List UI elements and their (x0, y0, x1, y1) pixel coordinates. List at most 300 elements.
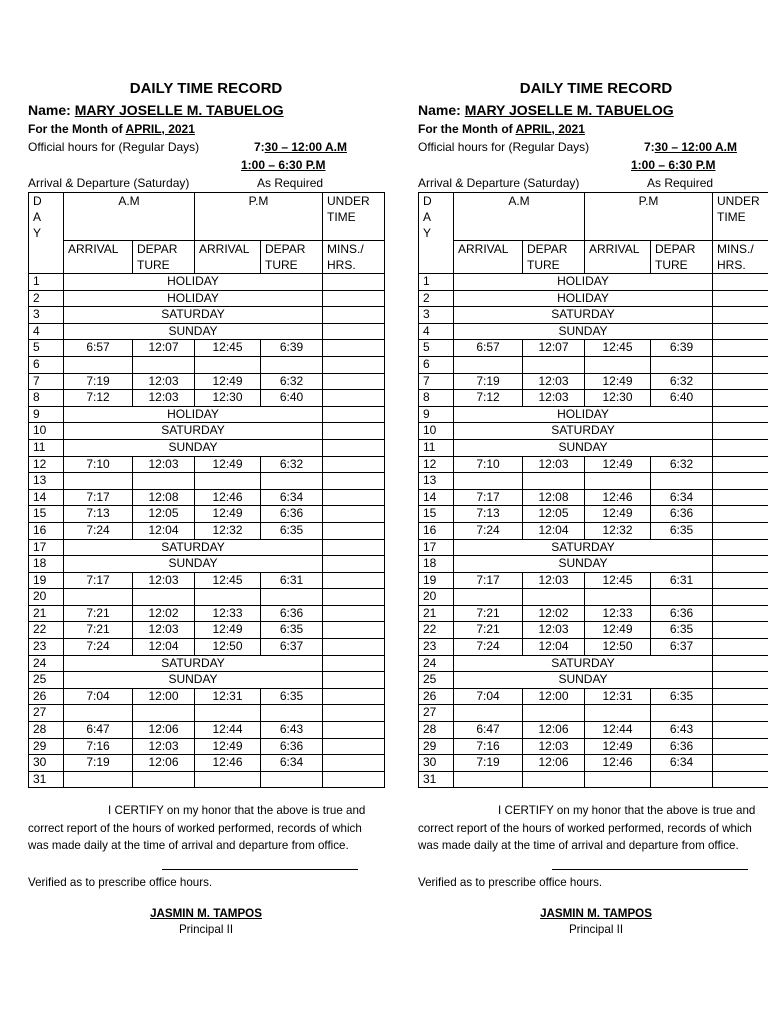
header-row-bottom (419, 240, 768, 273)
undertime-cell (713, 356, 768, 373)
undertime-cell (323, 423, 385, 440)
day-cell: 14 (419, 489, 454, 506)
am-arrival: 7:17 (64, 489, 133, 506)
day-cell: 3 (419, 307, 454, 324)
am-arrival: 7:24 (454, 639, 523, 656)
am-arrival: 7:04 (454, 688, 523, 705)
undertime-cell (713, 506, 768, 523)
am-departure: 12:03 (523, 373, 585, 390)
undertime-cell (323, 556, 385, 573)
am-arrival (64, 771, 133, 788)
undertime-cell (713, 439, 768, 456)
am-departure: 12:03 (133, 738, 195, 755)
undertime-cell (323, 539, 385, 556)
undertime-cell (323, 738, 385, 755)
header-day: D A Y (29, 193, 64, 274)
saturday-value: As Required (647, 176, 714, 190)
am-departure: 12:08 (133, 489, 195, 506)
pm-departure: 6:35 (261, 622, 323, 639)
header-mins-hrs: MINS./ HRS. (713, 240, 768, 273)
am-departure: 12:07 (523, 340, 585, 357)
record-row (419, 356, 768, 373)
day-note: SUNDAY (64, 556, 323, 573)
day-cell: 11 (29, 439, 64, 456)
pm-departure: 6:35 (261, 688, 323, 705)
month-value: APRIL, 2021 (515, 122, 585, 136)
header-am: A.M (64, 193, 195, 241)
day-cell: 31 (419, 771, 454, 788)
day-note: SUNDAY (454, 439, 713, 456)
am-departure: 12:03 (133, 622, 195, 639)
signatory-name: JASMIN M. TAMPOS (540, 906, 652, 920)
undertime-cell (713, 539, 768, 556)
day-cell: 24 (29, 655, 64, 672)
day-cell: 25 (419, 672, 454, 689)
pm-departure: 6:36 (261, 506, 323, 523)
undertime-cell (323, 572, 385, 589)
day-cell: 5 (29, 340, 64, 357)
record-row (29, 589, 385, 606)
am-departure (133, 705, 195, 722)
header-pm-arrival: ARRIVAL (585, 240, 651, 273)
undertime-cell (713, 423, 768, 440)
undertime-cell (323, 290, 385, 307)
day-cell: 12 (419, 456, 454, 473)
header-undertime: UNDER TIME (323, 193, 385, 241)
record-row (29, 406, 385, 423)
am-hours (644, 138, 737, 156)
pm-departure: 6:34 (261, 755, 323, 772)
day-note: HOLIDAY (454, 406, 713, 423)
record-row (29, 340, 385, 357)
header-row-bottom (29, 240, 385, 273)
am-departure (133, 771, 195, 788)
employee-name: MARY JOSELLE M. TABUELOG (74, 102, 284, 118)
day-note: SATURDAY (64, 423, 323, 440)
am-departure: 12:02 (133, 605, 195, 622)
day-cell: 24 (419, 655, 454, 672)
record-rows (419, 274, 768, 788)
record-row (29, 323, 385, 340)
pm-departure (651, 473, 713, 490)
record-row (29, 506, 385, 523)
record-row (419, 373, 768, 390)
pm-departure: 6:37 (651, 639, 713, 656)
header-am-arrival: ARRIVAL (64, 240, 133, 273)
undertime-cell (323, 522, 385, 539)
pm-arrival: 12:50 (585, 639, 651, 656)
signatory-title: Principal II (568, 922, 624, 936)
undertime-cell (713, 522, 768, 539)
pm-arrival: 12:30 (585, 390, 651, 407)
undertime-cell (323, 589, 385, 606)
pm-hours: 1:00 – 6:30 P.M (241, 158, 326, 172)
pm-departure: 6:40 (261, 390, 323, 407)
am-arrival (64, 473, 133, 490)
day-cell: 4 (419, 323, 454, 340)
pm-departure: 6:35 (261, 522, 323, 539)
pm-arrival: 12:49 (195, 738, 261, 755)
record-row (29, 755, 385, 772)
pm-departure (651, 771, 713, 788)
day-cell: 13 (419, 473, 454, 490)
time-record-table (418, 192, 768, 788)
record-row (29, 473, 385, 490)
record-row (29, 655, 385, 672)
undertime-cell (323, 655, 385, 672)
pm-arrival (195, 705, 261, 722)
am-departure: 12:04 (133, 639, 195, 656)
am-departure: 12:04 (133, 522, 195, 539)
header-pm-departure: DEPAR TURE (261, 240, 323, 273)
pm-arrival: 12:30 (195, 390, 261, 407)
am-departure (523, 356, 585, 373)
record-row (29, 688, 385, 705)
certification-text (28, 802, 384, 855)
day-cell: 17 (419, 539, 454, 556)
undertime-cell (323, 622, 385, 639)
am-hours (254, 138, 347, 156)
record-row (419, 539, 768, 556)
am-arrival: 7:21 (454, 622, 523, 639)
am-arrival: 7:24 (64, 522, 133, 539)
record-row (419, 456, 768, 473)
day-cell: 9 (29, 406, 64, 423)
pm-arrival (195, 589, 261, 606)
day-cell: 30 (29, 755, 64, 772)
record-row (419, 672, 768, 689)
name-label: Name: (28, 102, 71, 118)
day-cell: 27 (29, 705, 64, 722)
undertime-cell (713, 705, 768, 722)
header-row-top (29, 193, 385, 241)
undertime-cell (713, 688, 768, 705)
undertime-cell (713, 738, 768, 755)
pm-arrival: 12:31 (585, 688, 651, 705)
day-cell: 14 (29, 489, 64, 506)
certification-statement: I CERTIFY on my honor that the above is true and correct report of the hours of worked performed, records of which was made daily at the time of arrival and departure from office. (418, 804, 756, 853)
record-row (29, 307, 385, 324)
day-note: HOLIDAY (64, 274, 323, 291)
undertime-cell (323, 489, 385, 506)
pm-arrival: 12:49 (585, 373, 651, 390)
undertime-cell (323, 323, 385, 340)
undertime-cell (323, 705, 385, 722)
header-pm-departure: DEPAR TURE (651, 240, 713, 273)
am-departure: 12:03 (523, 738, 585, 755)
time-record-table (28, 192, 385, 788)
pm-arrival (195, 473, 261, 490)
pm-departure: 6:35 (651, 622, 713, 639)
official-hours-line (418, 138, 768, 156)
am-departure: 12:08 (523, 489, 585, 506)
am-departure: 12:04 (523, 639, 585, 656)
pm-arrival: 12:49 (195, 373, 261, 390)
day-note: HOLIDAY (454, 274, 713, 291)
day-cell: 2 (29, 290, 64, 307)
record-row (419, 722, 768, 739)
day-cell: 25 (29, 672, 64, 689)
am-arrival: 7:19 (64, 755, 133, 772)
am-departure: 12:07 (133, 340, 195, 357)
pm-arrival (585, 589, 651, 606)
pm-departure: 6:40 (651, 390, 713, 407)
pm-departure: 6:35 (651, 522, 713, 539)
day-cell: 23 (419, 639, 454, 656)
am-departure (133, 356, 195, 373)
undertime-cell (323, 406, 385, 423)
day-cell: 10 (29, 423, 64, 440)
pm-departure (261, 705, 323, 722)
am-arrival (454, 771, 523, 788)
saturday-label: Arrival & Departure (Saturday) (28, 176, 190, 190)
day-note: SUNDAY (64, 323, 323, 340)
am-arrival: 7:21 (454, 605, 523, 622)
am-arrival (454, 705, 523, 722)
am-departure: 12:06 (523, 755, 585, 772)
day-cell: 2 (419, 290, 454, 307)
record-row (29, 639, 385, 656)
am-arrival (454, 473, 523, 490)
am-arrival: 7:17 (454, 572, 523, 589)
saturday-value: As Required (257, 176, 324, 190)
am-departure: 12:00 (133, 688, 195, 705)
undertime-cell (323, 456, 385, 473)
record-row (29, 274, 385, 291)
undertime-cell (323, 373, 385, 390)
pm-hours-line (418, 156, 768, 174)
am-arrival (64, 589, 133, 606)
pm-arrival: 12:32 (195, 522, 261, 539)
undertime-cell (323, 755, 385, 772)
month-label: For the Month of (28, 122, 123, 136)
am-departure (523, 771, 585, 788)
day-cell: 7 (419, 373, 454, 390)
am-departure (133, 473, 195, 490)
undertime-cell (323, 340, 385, 357)
day-cell: 31 (29, 771, 64, 788)
am-arrival: 6:47 (64, 722, 133, 739)
day-cell: 27 (419, 705, 454, 722)
record-row (29, 672, 385, 689)
day-cell: 21 (419, 605, 454, 622)
record-row (29, 539, 385, 556)
am-arrival (454, 356, 523, 373)
pm-departure: 6:32 (651, 456, 713, 473)
day-cell: 19 (29, 572, 64, 589)
am-departure: 12:03 (133, 456, 195, 473)
record-row (419, 688, 768, 705)
day-note: SATURDAY (64, 655, 323, 672)
dtr-form-left (28, 78, 384, 936)
undertime-cell (323, 605, 385, 622)
pm-arrival: 12:46 (585, 755, 651, 772)
am-hours-prefix: 7: (644, 140, 655, 154)
am-arrival: 7:17 (64, 572, 133, 589)
day-cell: 21 (29, 605, 64, 622)
pm-departure (651, 589, 713, 606)
month-value: APRIL, 2021 (125, 122, 195, 136)
day-cell: 6 (419, 356, 454, 373)
pm-arrival: 12:45 (585, 572, 651, 589)
undertime-cell (713, 323, 768, 340)
month-line (418, 120, 768, 138)
am-departure: 12:03 (133, 390, 195, 407)
saturday-line (418, 174, 768, 192)
day-cell: 19 (419, 572, 454, 589)
record-row (29, 572, 385, 589)
record-row (29, 356, 385, 373)
undertime-cell (323, 688, 385, 705)
am-departure: 12:06 (133, 755, 195, 772)
undertime-cell (713, 274, 768, 291)
am-departure: 12:03 (133, 572, 195, 589)
day-cell: 15 (419, 506, 454, 523)
pm-departure: 6:39 (651, 340, 713, 357)
pm-departure: 6:32 (651, 373, 713, 390)
day-cell: 28 (419, 722, 454, 739)
record-row (29, 622, 385, 639)
record-row (419, 522, 768, 539)
day-cell: 18 (419, 556, 454, 573)
day-cell: 4 (29, 323, 64, 340)
pm-hours-line (28, 156, 384, 174)
pm-arrival: 12:49 (195, 506, 261, 523)
header-mins-hrs: MINS./ HRS. (323, 240, 385, 273)
am-arrival: 7:10 (454, 456, 523, 473)
day-note: SATURDAY (454, 539, 713, 556)
undertime-cell (713, 722, 768, 739)
record-row (419, 423, 768, 440)
pm-arrival (585, 473, 651, 490)
day-note: SATURDAY (64, 539, 323, 556)
verified-text: Verified as to prescribe office hours. (28, 875, 213, 889)
am-departure (523, 589, 585, 606)
am-arrival: 6:47 (454, 722, 523, 739)
pm-arrival: 12:33 (585, 605, 651, 622)
record-row (419, 473, 768, 490)
pm-arrival: 12:46 (195, 755, 261, 772)
dtr-form-right (418, 78, 768, 936)
am-departure: 12:03 (523, 622, 585, 639)
official-hours-label: Official hours for (Regular Days) (28, 140, 200, 154)
official-hours-label: Official hours for (Regular Days) (418, 140, 590, 154)
day-cell: 1 (29, 274, 64, 291)
day-cell: 23 (29, 639, 64, 656)
pm-arrival: 12:49 (585, 506, 651, 523)
day-cell: 3 (29, 307, 64, 324)
header-pm: P.M (195, 193, 323, 241)
am-departure: 12:06 (523, 722, 585, 739)
undertime-cell (713, 406, 768, 423)
saturday-line (28, 174, 384, 192)
form-title: DAILY TIME RECORD (129, 80, 283, 97)
record-row (29, 373, 385, 390)
am-arrival: 7:04 (64, 688, 133, 705)
pm-departure: 6:43 (261, 722, 323, 739)
header-undertime: UNDER TIME (713, 193, 768, 241)
am-arrival: 6:57 (64, 340, 133, 357)
pm-departure (651, 356, 713, 373)
undertime-cell (713, 307, 768, 324)
header-am-departure: DEPAR TURE (133, 240, 195, 273)
undertime-cell (323, 307, 385, 324)
record-row (419, 572, 768, 589)
day-cell: 15 (29, 506, 64, 523)
undertime-cell (713, 639, 768, 656)
day-cell: 30 (419, 755, 454, 772)
pm-departure: 6:37 (261, 639, 323, 656)
pm-arrival (585, 771, 651, 788)
undertime-cell (323, 356, 385, 373)
undertime-cell (323, 639, 385, 656)
day-cell: 29 (419, 738, 454, 755)
pm-arrival: 12:45 (195, 340, 261, 357)
undertime-cell (713, 605, 768, 622)
record-row (419, 439, 768, 456)
pm-departure: 6:32 (261, 373, 323, 390)
record-row (419, 323, 768, 340)
undertime-cell (323, 506, 385, 523)
am-arrival: 7:19 (64, 373, 133, 390)
am-arrival: 7:13 (64, 506, 133, 523)
undertime-cell (713, 655, 768, 672)
pm-departure: 6:36 (651, 738, 713, 755)
pm-departure (651, 705, 713, 722)
header-row-top (419, 193, 768, 241)
signature-line (552, 869, 748, 870)
pm-arrival: 12:44 (195, 722, 261, 739)
record-row (419, 406, 768, 423)
record-row (419, 307, 768, 324)
pm-departure: 6:36 (261, 605, 323, 622)
day-cell: 16 (419, 522, 454, 539)
record-row (29, 456, 385, 473)
am-arrival: 7:24 (64, 639, 133, 656)
undertime-cell (713, 572, 768, 589)
pm-arrival: 12:49 (585, 738, 651, 755)
am-hours-range: 30 – 12:00 A.M (264, 140, 347, 154)
record-row (29, 722, 385, 739)
day-note: SUNDAY (454, 323, 713, 340)
undertime-cell (713, 390, 768, 407)
verified-text: Verified as to prescribe office hours. (418, 875, 603, 889)
am-hours-prefix: 7: (254, 140, 265, 154)
pm-departure: 6:35 (651, 688, 713, 705)
am-arrival: 7:12 (64, 390, 133, 407)
undertime-cell (323, 274, 385, 291)
record-row (29, 771, 385, 788)
pm-arrival (195, 356, 261, 373)
pm-arrival (585, 356, 651, 373)
day-note: SATURDAY (454, 307, 713, 324)
day-cell: 22 (419, 622, 454, 639)
pm-arrival: 12:49 (195, 456, 261, 473)
day-cell: 26 (29, 688, 64, 705)
day-cell: 18 (29, 556, 64, 573)
am-departure (523, 705, 585, 722)
am-arrival: 7:17 (454, 489, 523, 506)
am-arrival: 7:12 (454, 390, 523, 407)
name-line (418, 100, 768, 120)
pm-departure (261, 771, 323, 788)
day-cell: 9 (419, 406, 454, 423)
day-cell: 8 (419, 390, 454, 407)
am-arrival: 7:21 (64, 605, 133, 622)
employee-name: MARY JOSELLE M. TABUELOG (464, 102, 674, 118)
pm-arrival: 12:31 (195, 688, 261, 705)
record-row (419, 705, 768, 722)
